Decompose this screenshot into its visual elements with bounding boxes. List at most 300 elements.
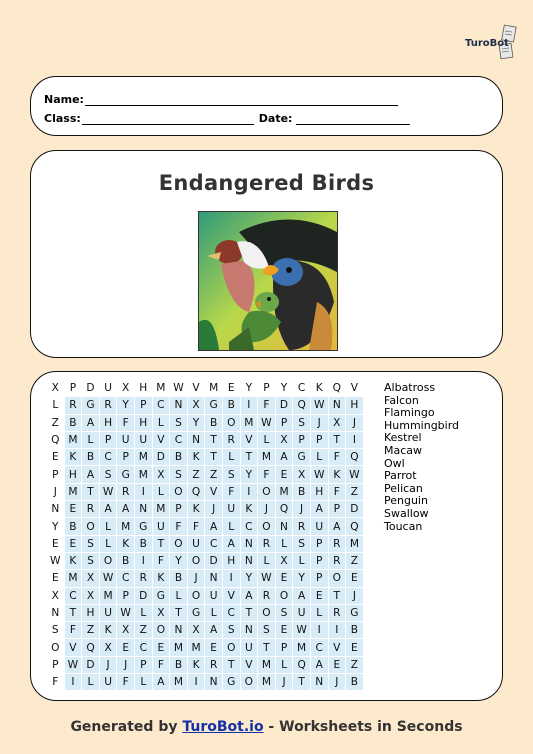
- grid-cell[interactable]: Y: [241, 466, 258, 482]
- grid-cell[interactable]: C: [311, 639, 328, 655]
- grid-cell[interactable]: R: [329, 553, 346, 569]
- grid-cell[interactable]: S: [293, 536, 310, 552]
- grid-cell[interactable]: A: [117, 501, 134, 517]
- grid-cell[interactable]: C: [241, 518, 258, 534]
- grid-cell[interactable]: F: [153, 553, 170, 569]
- grid-cell[interactable]: T: [153, 536, 170, 552]
- grid-cell[interactable]: I: [135, 484, 152, 500]
- grid-cell[interactable]: O: [258, 518, 275, 534]
- grid-cell[interactable]: B: [65, 518, 82, 534]
- grid-cell[interactable]: A: [82, 415, 99, 431]
- grid-cell[interactable]: L: [311, 449, 328, 465]
- grid-cell[interactable]: E: [47, 536, 64, 552]
- grid-cell[interactable]: Z: [82, 622, 99, 638]
- grid-cell[interactable]: Q: [276, 501, 293, 517]
- grid-cell[interactable]: O: [223, 639, 240, 655]
- grid-cell[interactable]: I: [135, 553, 152, 569]
- grid-cell[interactable]: P: [47, 466, 64, 482]
- grid-cell[interactable]: R: [329, 605, 346, 621]
- grid-cell[interactable]: T: [170, 605, 187, 621]
- grid-cell[interactable]: A: [311, 501, 328, 517]
- grid-cell[interactable]: N: [241, 536, 258, 552]
- grid-cell[interactable]: P: [329, 501, 346, 517]
- grid-cell[interactable]: F: [188, 518, 205, 534]
- grid-cell[interactable]: E: [346, 570, 363, 586]
- grid-cell[interactable]: G: [117, 466, 134, 482]
- grid-cell[interactable]: F: [153, 657, 170, 673]
- grid-cell[interactable]: V: [241, 657, 258, 673]
- grid-cell[interactable]: H: [65, 466, 82, 482]
- grid-cell[interactable]: W: [311, 466, 328, 482]
- grid-cell[interactable]: S: [82, 536, 99, 552]
- grid-cell[interactable]: B: [346, 622, 363, 638]
- grid-cell[interactable]: A: [100, 501, 117, 517]
- grid-cell[interactable]: L: [223, 449, 240, 465]
- grid-cell[interactable]: P: [65, 380, 82, 396]
- grid-cell[interactable]: T: [223, 657, 240, 673]
- grid-cell[interactable]: A: [223, 536, 240, 552]
- grid-cell[interactable]: D: [153, 449, 170, 465]
- grid-cell[interactable]: Q: [293, 397, 310, 413]
- grid-cell[interactable]: M: [258, 674, 275, 690]
- grid-cell[interactable]: U: [135, 432, 152, 448]
- grid-cell[interactable]: T: [241, 449, 258, 465]
- grid-cell[interactable]: I: [223, 570, 240, 586]
- grid-cell[interactable]: L: [276, 536, 293, 552]
- grid-cell[interactable]: V: [346, 380, 363, 396]
- class-field[interactable]: [82, 113, 254, 125]
- grid-cell[interactable]: Y: [241, 380, 258, 396]
- grid-cell[interactable]: J: [205, 501, 222, 517]
- grid-cell[interactable]: K: [65, 449, 82, 465]
- grid-cell[interactable]: O: [188, 588, 205, 604]
- grid-cell[interactable]: Y: [276, 380, 293, 396]
- grid-cell[interactable]: T: [329, 588, 346, 604]
- grid-cell[interactable]: X: [117, 380, 134, 396]
- grid-cell[interactable]: E: [65, 501, 82, 517]
- grid-cell[interactable]: Z: [188, 466, 205, 482]
- grid-cell[interactable]: A: [276, 449, 293, 465]
- grid-cell[interactable]: W: [117, 605, 134, 621]
- grid-cell[interactable]: S: [82, 553, 99, 569]
- grid-cell[interactable]: D: [276, 397, 293, 413]
- grid-cell[interactable]: T: [205, 449, 222, 465]
- grid-cell[interactable]: X: [188, 397, 205, 413]
- grid-cell[interactable]: H: [311, 484, 328, 500]
- grid-cell[interactable]: L: [311, 605, 328, 621]
- grid-cell[interactable]: D: [82, 380, 99, 396]
- grid-cell[interactable]: R: [117, 484, 134, 500]
- grid-cell[interactable]: U: [117, 432, 134, 448]
- grid-cell[interactable]: X: [276, 432, 293, 448]
- grid-cell[interactable]: O: [188, 553, 205, 569]
- grid-cell[interactable]: P: [258, 380, 275, 396]
- grid-cell[interactable]: N: [188, 432, 205, 448]
- grid-cell[interactable]: E: [117, 639, 134, 655]
- grid-cell[interactable]: M: [65, 432, 82, 448]
- grid-cell[interactable]: J: [329, 674, 346, 690]
- grid-cell[interactable]: X: [47, 380, 64, 396]
- grid-cell[interactable]: Z: [205, 466, 222, 482]
- grid-cell[interactable]: Y: [117, 397, 134, 413]
- grid-cell[interactable]: G: [346, 605, 363, 621]
- grid-cell[interactable]: L: [223, 518, 240, 534]
- grid-cell[interactable]: A: [241, 588, 258, 604]
- grid-cell[interactable]: B: [117, 553, 134, 569]
- grid-cell[interactable]: Z: [346, 484, 363, 500]
- grid-cell[interactable]: V: [205, 484, 222, 500]
- grid-cell[interactable]: E: [346, 639, 363, 655]
- grid-cell[interactable]: J: [276, 674, 293, 690]
- grid-cell[interactable]: M: [170, 674, 187, 690]
- grid-cell[interactable]: N: [241, 622, 258, 638]
- grid-cell[interactable]: K: [65, 553, 82, 569]
- grid-cell[interactable]: K: [153, 570, 170, 586]
- grid-cell[interactable]: Y: [293, 570, 310, 586]
- grid-cell[interactable]: F: [47, 674, 64, 690]
- grid-cell[interactable]: X: [100, 639, 117, 655]
- grid-cell[interactable]: P: [117, 588, 134, 604]
- grid-cell[interactable]: R: [205, 657, 222, 673]
- grid-cell[interactable]: Z: [47, 415, 64, 431]
- grid-cell[interactable]: P: [135, 397, 152, 413]
- grid-cell[interactable]: H: [223, 553, 240, 569]
- grid-cell[interactable]: L: [135, 605, 152, 621]
- grid-cell[interactable]: X: [153, 466, 170, 482]
- grid-cell[interactable]: G: [223, 674, 240, 690]
- grid-cell[interactable]: L: [258, 553, 275, 569]
- grid-cell[interactable]: G: [135, 518, 152, 534]
- grid-cell[interactable]: J: [346, 415, 363, 431]
- grid-cell[interactable]: N: [47, 605, 64, 621]
- grid-cell[interactable]: Z: [135, 622, 152, 638]
- grid-cell[interactable]: M: [117, 518, 134, 534]
- grid-cell[interactable]: E: [205, 639, 222, 655]
- grid-cell[interactable]: B: [170, 657, 187, 673]
- grid-cell[interactable]: X: [117, 622, 134, 638]
- grid-cell[interactable]: F: [65, 622, 82, 638]
- grid-cell[interactable]: G: [153, 588, 170, 604]
- grid-cell[interactable]: B: [170, 449, 187, 465]
- grid-cell[interactable]: P: [276, 415, 293, 431]
- grid-cell[interactable]: M: [135, 466, 152, 482]
- grid-cell[interactable]: F: [170, 518, 187, 534]
- grid-cell[interactable]: Y: [241, 570, 258, 586]
- grid-cell[interactable]: O: [276, 588, 293, 604]
- grid-cell[interactable]: O: [47, 639, 64, 655]
- grid-cell[interactable]: P: [311, 553, 328, 569]
- grid-cell[interactable]: K: [241, 501, 258, 517]
- grid-cell[interactable]: O: [241, 674, 258, 690]
- grid-cell[interactable]: N: [241, 553, 258, 569]
- grid-cell[interactable]: C: [117, 570, 134, 586]
- grid-cell[interactable]: F: [258, 466, 275, 482]
- grid-cell[interactable]: V: [223, 588, 240, 604]
- grid-cell[interactable]: N: [311, 674, 328, 690]
- grid-cell[interactable]: M: [100, 588, 117, 604]
- grid-cell[interactable]: Q: [346, 449, 363, 465]
- grid-cell[interactable]: M: [135, 449, 152, 465]
- grid-cell[interactable]: M: [346, 536, 363, 552]
- grid-cell[interactable]: L: [82, 674, 99, 690]
- grid-cell[interactable]: A: [205, 622, 222, 638]
- grid-cell[interactable]: N: [205, 674, 222, 690]
- grid-cell[interactable]: P: [311, 432, 328, 448]
- grid-cell[interactable]: L: [100, 518, 117, 534]
- grid-cell[interactable]: N: [135, 501, 152, 517]
- grid-cell[interactable]: J: [188, 570, 205, 586]
- grid-cell[interactable]: Q: [82, 639, 99, 655]
- grid-cell[interactable]: E: [276, 570, 293, 586]
- grid-cell[interactable]: I: [329, 622, 346, 638]
- grid-cell[interactable]: X: [276, 553, 293, 569]
- grid-cell[interactable]: J: [117, 657, 134, 673]
- grid-cell[interactable]: D: [135, 588, 152, 604]
- grid-cell[interactable]: A: [293, 588, 310, 604]
- grid-cell[interactable]: M: [65, 484, 82, 500]
- grid-cell[interactable]: T: [82, 484, 99, 500]
- grid-cell[interactable]: T: [65, 605, 82, 621]
- grid-cell[interactable]: L: [276, 657, 293, 673]
- grid-cell[interactable]: P: [100, 432, 117, 448]
- grid-cell[interactable]: O: [223, 415, 240, 431]
- grid-cell[interactable]: B: [170, 570, 187, 586]
- grid-cell[interactable]: L: [293, 553, 310, 569]
- grid-cell[interactable]: S: [170, 466, 187, 482]
- grid-cell[interactable]: X: [153, 605, 170, 621]
- grid-cell[interactable]: Z: [346, 553, 363, 569]
- grid-cell[interactable]: N: [329, 397, 346, 413]
- grid-cell[interactable]: I: [241, 397, 258, 413]
- grid-cell[interactable]: T: [241, 605, 258, 621]
- grid-cell[interactable]: H: [100, 415, 117, 431]
- grid-cell[interactable]: M: [241, 415, 258, 431]
- grid-cell[interactable]: T: [293, 674, 310, 690]
- grid-cell[interactable]: U: [223, 501, 240, 517]
- grid-cell[interactable]: R: [293, 518, 310, 534]
- grid-cell[interactable]: C: [100, 449, 117, 465]
- grid-cell[interactable]: Q: [329, 380, 346, 396]
- grid-cell[interactable]: U: [241, 639, 258, 655]
- grid-cell[interactable]: D: [82, 657, 99, 673]
- grid-cell[interactable]: V: [153, 432, 170, 448]
- grid-cell[interactable]: L: [205, 605, 222, 621]
- grid-cell[interactable]: A: [82, 466, 99, 482]
- grid-cell[interactable]: H: [135, 415, 152, 431]
- grid-cell[interactable]: U: [311, 518, 328, 534]
- grid-cell[interactable]: C: [135, 639, 152, 655]
- grid-cell[interactable]: G: [293, 449, 310, 465]
- grid-cell[interactable]: X: [47, 588, 64, 604]
- grid-cell[interactable]: M: [205, 380, 222, 396]
- name-field[interactable]: [85, 94, 398, 106]
- grid-cell[interactable]: J: [47, 484, 64, 500]
- grid-cell[interactable]: K: [100, 622, 117, 638]
- grid-cell[interactable]: K: [329, 466, 346, 482]
- grid-cell[interactable]: K: [188, 501, 205, 517]
- grid-cell[interactable]: C: [170, 432, 187, 448]
- grid-cell[interactable]: X: [188, 622, 205, 638]
- grid-cell[interactable]: B: [82, 449, 99, 465]
- grid-cell[interactable]: A: [205, 518, 222, 534]
- grid-cell[interactable]: F: [329, 449, 346, 465]
- grid-cell[interactable]: S: [293, 415, 310, 431]
- grid-cell[interactable]: I: [188, 674, 205, 690]
- grid-cell[interactable]: W: [170, 380, 187, 396]
- grid-cell[interactable]: W: [100, 484, 117, 500]
- grid-cell[interactable]: J: [100, 657, 117, 673]
- grid-cell[interactable]: V: [65, 639, 82, 655]
- grid-cell[interactable]: Y: [170, 553, 187, 569]
- grid-cell[interactable]: X: [82, 570, 99, 586]
- grid-cell[interactable]: C: [153, 397, 170, 413]
- grid-cell[interactable]: D: [346, 501, 363, 517]
- grid-cell[interactable]: X: [82, 588, 99, 604]
- grid-cell[interactable]: V: [241, 432, 258, 448]
- grid-cell[interactable]: M: [153, 501, 170, 517]
- grid-cell[interactable]: L: [100, 536, 117, 552]
- grid-cell[interactable]: U: [100, 674, 117, 690]
- grid-cell[interactable]: I: [241, 484, 258, 500]
- grid-cell[interactable]: M: [276, 484, 293, 500]
- turobot-link[interactable]: TuroBot.io: [182, 719, 264, 735]
- grid-cell[interactable]: K: [188, 657, 205, 673]
- grid-cell[interactable]: B: [135, 536, 152, 552]
- grid-cell[interactable]: G: [205, 397, 222, 413]
- grid-cell[interactable]: P: [117, 449, 134, 465]
- grid-cell[interactable]: W: [346, 466, 363, 482]
- grid-cell[interactable]: F: [258, 397, 275, 413]
- grid-cell[interactable]: P: [47, 657, 64, 673]
- grid-cell[interactable]: B: [346, 674, 363, 690]
- grid-cell[interactable]: W: [311, 397, 328, 413]
- grid-cell[interactable]: R: [135, 570, 152, 586]
- grid-cell[interactable]: H: [82, 605, 99, 621]
- grid-cell[interactable]: B: [205, 415, 222, 431]
- grid-cell[interactable]: R: [258, 588, 275, 604]
- grid-cell[interactable]: H: [346, 397, 363, 413]
- grid-cell[interactable]: L: [47, 397, 64, 413]
- grid-cell[interactable]: O: [170, 536, 187, 552]
- grid-cell[interactable]: R: [329, 536, 346, 552]
- grid-cell[interactable]: L: [258, 432, 275, 448]
- grid-cell[interactable]: C: [65, 588, 82, 604]
- grid-cell[interactable]: A: [329, 518, 346, 534]
- grid-cell[interactable]: B: [223, 397, 240, 413]
- grid-cell[interactable]: Q: [47, 432, 64, 448]
- grid-cell[interactable]: M: [258, 449, 275, 465]
- grid-cell[interactable]: E: [153, 639, 170, 655]
- grid-cell[interactable]: A: [153, 674, 170, 690]
- grid-cell[interactable]: Q: [188, 484, 205, 500]
- grid-cell[interactable]: O: [153, 622, 170, 638]
- grid-cell[interactable]: O: [258, 484, 275, 500]
- grid-cell[interactable]: I: [311, 622, 328, 638]
- grid-cell[interactable]: N: [276, 518, 293, 534]
- grid-cell[interactable]: R: [65, 397, 82, 413]
- grid-cell[interactable]: R: [100, 397, 117, 413]
- grid-cell[interactable]: W: [47, 553, 64, 569]
- grid-cell[interactable]: T: [205, 432, 222, 448]
- grid-cell[interactable]: U: [100, 380, 117, 396]
- grid-cell[interactable]: V: [188, 380, 205, 396]
- grid-cell[interactable]: S: [100, 466, 117, 482]
- grid-cell[interactable]: E: [311, 588, 328, 604]
- grid-cell[interactable]: M: [153, 380, 170, 396]
- grid-cell[interactable]: Y: [47, 518, 64, 534]
- grid-cell[interactable]: J: [258, 501, 275, 517]
- grid-cell[interactable]: R: [223, 432, 240, 448]
- grid-cell[interactable]: W: [258, 415, 275, 431]
- grid-cell[interactable]: N: [170, 397, 187, 413]
- grid-cell[interactable]: L: [153, 415, 170, 431]
- grid-cell[interactable]: S: [223, 622, 240, 638]
- grid-cell[interactable]: D: [205, 553, 222, 569]
- grid-cell[interactable]: L: [82, 432, 99, 448]
- grid-cell[interactable]: O: [329, 570, 346, 586]
- grid-cell[interactable]: A: [311, 657, 328, 673]
- grid-cell[interactable]: U: [153, 518, 170, 534]
- grid-cell[interactable]: B: [293, 484, 310, 500]
- grid-cell[interactable]: L: [135, 674, 152, 690]
- grid-cell[interactable]: K: [117, 536, 134, 552]
- grid-cell[interactable]: E: [276, 466, 293, 482]
- grid-cell[interactable]: N: [170, 622, 187, 638]
- grid-cell[interactable]: I: [65, 674, 82, 690]
- grid-cell[interactable]: E: [47, 449, 64, 465]
- grid-cell[interactable]: R: [258, 536, 275, 552]
- grid-cell[interactable]: G: [188, 605, 205, 621]
- grid-cell[interactable]: E: [329, 657, 346, 673]
- grid-cell[interactable]: H: [135, 380, 152, 396]
- grid-cell[interactable]: C: [223, 605, 240, 621]
- grid-cell[interactable]: Q: [293, 657, 310, 673]
- grid-cell[interactable]: U: [293, 605, 310, 621]
- grid-cell[interactable]: K: [311, 380, 328, 396]
- grid-cell[interactable]: S: [47, 622, 64, 638]
- grid-cell[interactable]: C: [293, 380, 310, 396]
- grid-cell[interactable]: T: [329, 432, 346, 448]
- grid-cell[interactable]: T: [258, 639, 275, 655]
- grid-cell[interactable]: P: [276, 639, 293, 655]
- grid-cell[interactable]: X: [293, 466, 310, 482]
- grid-cell[interactable]: W: [65, 657, 82, 673]
- grid-cell[interactable]: U: [188, 536, 205, 552]
- grid-cell[interactable]: W: [258, 570, 275, 586]
- grid-cell[interactable]: S: [276, 605, 293, 621]
- grid-cell[interactable]: S: [170, 415, 187, 431]
- grid-cell[interactable]: Z: [346, 657, 363, 673]
- grid-cell[interactable]: J: [346, 588, 363, 604]
- grid-cell[interactable]: F: [117, 415, 134, 431]
- grid-cell[interactable]: X: [329, 415, 346, 431]
- grid-cell[interactable]: G: [82, 397, 99, 413]
- grid-cell[interactable]: V: [329, 639, 346, 655]
- grid-cell[interactable]: S: [223, 466, 240, 482]
- grid-cell[interactable]: R: [82, 501, 99, 517]
- grid-cell[interactable]: Q: [346, 518, 363, 534]
- grid-cell[interactable]: O: [170, 484, 187, 500]
- grid-cell[interactable]: P: [170, 501, 187, 517]
- grid-cell[interactable]: M: [170, 639, 187, 655]
- grid-cell[interactable]: W: [100, 570, 117, 586]
- grid-cell[interactable]: O: [258, 605, 275, 621]
- grid-cell[interactable]: M: [258, 657, 275, 673]
- grid-cell[interactable]: Y: [188, 415, 205, 431]
- grid-cell[interactable]: P: [293, 432, 310, 448]
- grid-cell[interactable]: F: [329, 484, 346, 500]
- grid-cell[interactable]: E: [223, 380, 240, 396]
